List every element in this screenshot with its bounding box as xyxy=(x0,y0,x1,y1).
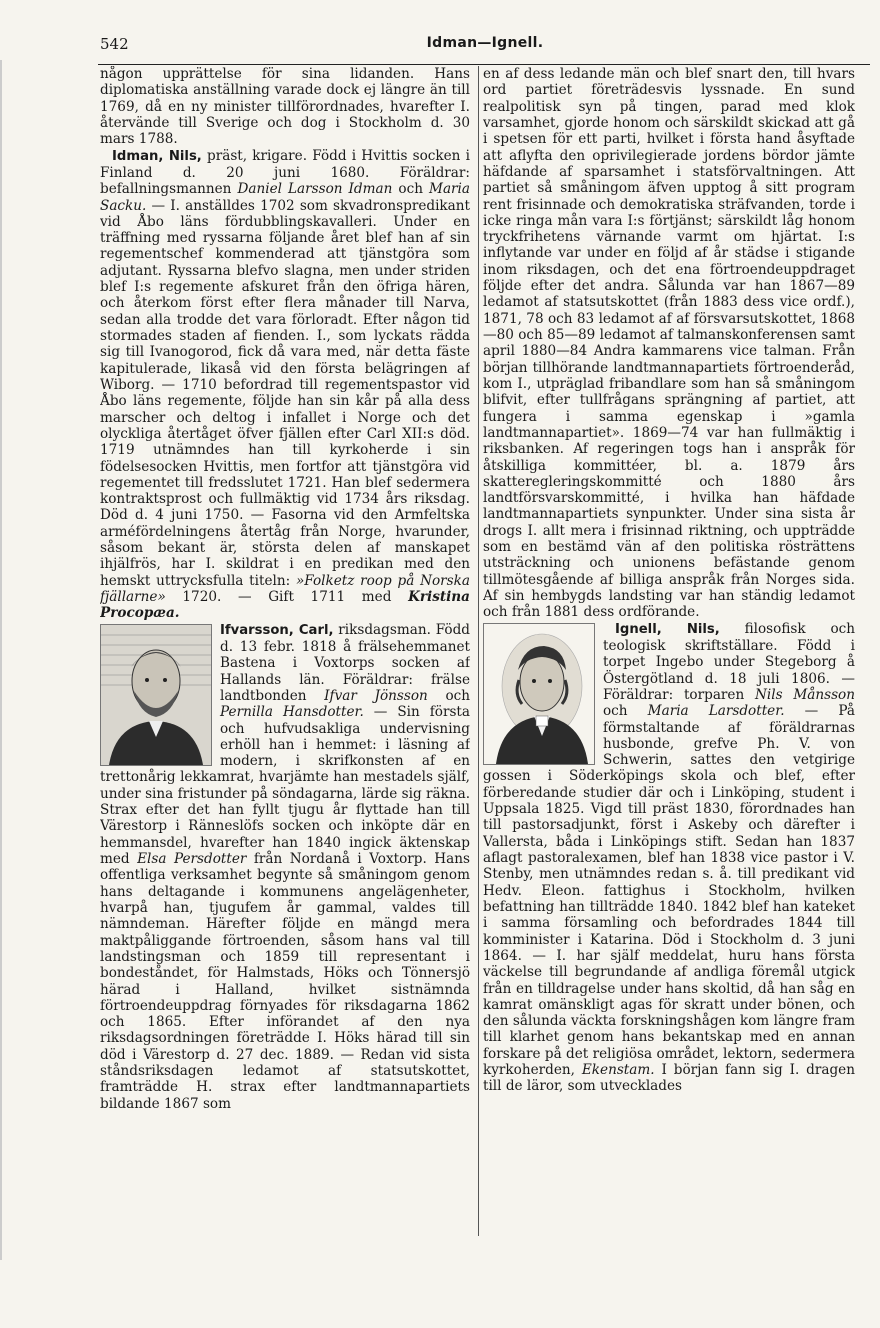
portrait-engraving-icon xyxy=(484,624,594,764)
portrait-ifvarsson xyxy=(100,624,212,766)
entry-ignell: Ignell, Nils, filosofisk och teologisk skriftställare. Född i torpet Ingebo under Stegeborg å Östergötland d. 18 juli 1806. — Föräldrar: torparen Nils Månsson och Maria Larsdotter. — På förmstaltande af föräldrarnas husbonde, grefve Ph. V. von Schwerin, sattes den vetgirige gossen i Söderköpings skola och blef, efter förberedande studier där och i Linköping, student i Uppsala 1825. Vigd till präst 1830, förordnades han till pastorsadjunkt, först i Askeby och därefter i Vallersta, båda i Linköpings stift. Sedan han 1837 aflagt pastoralexamen, blef han 1838 vice pastor i V. Stenby, men utnämndes redan s. å. till predikant vid Hedv. Eleon. fattighus i Stockholm, hvilken befattning han tillträdde 1840. 1842 blef han kateket i samma församling och befordrades 1844 till komminister i Katarina. Död i Stockholm d. 3 juni 1864. — I. har själf meddelat, huru hans första väckelse till begrundande af andliga föremål utgick från en tilldragelse under hans skoltid, då han såg en kamrat omänskligt agas för skratt under bönen, och den sålunda väckta forskningshågen kom längre fram till klarhet genom hans bekantskap med en annan forskare på det religiösa området, lektorn, sedermera kyrkoherden, Ekenstam. I början fann sig I. dragen till de läror, som utvecklades xyxy=(483,620,855,1095)
entry-ifvarsson: Ifvarsson, Carl, riksdagsman. Född d. 13 febr. 1818 å frälsehemmanet Bastena i Voxtorps socken af Hallands län. Föräldrar: frälse landtbonden Ifvar Jönsson och Pernilla Hansdotter. — Sin första och hufvudsakliga undervisning erhöll han i hemmet: i läsning af modern, i skrifkonsten af en trettonårig lekkamrat, hvarjämte han mestadels själf, under sina fristunder på söndagarna, lärde sig räkna. Strax efter det han fyllt tjugu år flyttade han till Värestorp i Ränneslöfs socken och inköpte där en hemmansdel, hvarefter han 1840 ingick äktenskap med Elsa Persdotter från Nordanå i Voxtorp. Hans offentliga verksamhet begynte så småningom genom hans deltagande i kommunens angelägenheter, hvarpå han, tjugufem år gammal, valdes till nämndeman. Härefter följde en mängd mera maktpåliggande förtroenden, såsom hans val till landstingsman och 1859 till representant i bondeståndet, för Halmstads, Höks och Tönnersjö härad i Halland, hvilket sistnämnda förtroendeuppdrag förnyades för riksdagarna 1862 och 1865. Efter införandet af den nya riksdagsordningen företrädde I. Höks härad till sin död i Värestorp d. 27 dec. 1889. — Redan vid sista ståndsriksdagen ledamot af statsutskottet, framträdde H. strax efter landtmannapartiets bildande 1867 som xyxy=(100,621,470,1112)
left-column xyxy=(100,66,470,1246)
paragraph-continued: någon upprättelse för sina lidanden. Hans diplomatiska anställning varade dock ej längre än till 1769, då en ny minister tillförordnades, hvarefter I. återvände till Sverige och dog i Stockholm d. 30 mars 1788. xyxy=(100,66,470,148)
headword-ignell: Ignell, Nils, xyxy=(615,621,720,637)
right-column xyxy=(483,66,855,1246)
header-rule xyxy=(98,64,870,65)
entry-idman: Idman, Nils, präst, krigare. Född i Hvittis socken i Finland d. 20 juni 1680. Föräldrar: befallningsmannen Daniel Larsson Idman och Maria Sacku. — I. anställdes 1702 som skvadronspredikant vid Åbo läns fördubblingskavalleri. Under en träffning med ryssarna följande året blef han af sin regementschef kommenderad att tjänstgöra som adjutant. Ryssarna blefvo slagna, men under striden blef I:s regemente afskuret från den öfriga hären, och återkom först efter flera månader till Narva, sedan alla trodde det vara förloradt. Efter någon tid stormades staden af fienden. I., som lyckats rädda sig till Ivanogorod, fick då vara med, när detta fäste kapitulerade, likaså vid den första belägringen af Wiborg. — 1710 befordrad till regementspastor vid Åbo läns regemente, följde han sin kår på alla dess marscher och deltog i infallet i Norge och det olyckliga återtåget öfver fjällen efter Carl XII:s död. 1719 utnämndes han till kyrkoherde i sin födelsesocken Hvittis, men fortfor att tjänstgöra vid regementet till fredsslutet 1721. Han blef sedermera kontraktsprost och fullmäktig vid 1734 års riksdag. Död d. 4 juni 1750. — Fasorna vid den Armfeltska arméfördelningens återtåg från Norge, hvarunder, såsom bekant är, största delen af manskapet ihjälfrös, har I. skildrat i en predikan med den hemskt uttrycksfulla titeln: »Folketz roop på Norska fjällarne» 1720. — Gift 1711 med Kristina Procopæa. xyxy=(100,147,470,622)
headword-idman: Idman, Nils, xyxy=(112,148,202,164)
page-header xyxy=(100,35,870,59)
headword-ifvarsson: Ifvarsson, Carl, xyxy=(220,622,334,638)
paragraph-continued-right: en af dess ledande män och blef snart den, till hvars ord partiet företrädesvis lyssnade. En sund realpolitisk syn på tingen, parad med klok varsamhet, gjorde honom och särskildt skickad att gå i spetsen för ett parti, hvilket i första hand åsyftade att aflyfta den oprivilegierade jordens bördor jämte häfdande af sparsamhet i statsförvaltningen. Att partiet så småningom äfven upptog å sitt program rent frisinnade och demokratiska sträfvanden, torde i icke ringa mån vara I:s förtjänst; särskildt låg honom tryckfrihetens värnande varmt om hjärtat. I:s inflytande var under en följd af år städse i stigande inom riksdagen, och det ena förtroendeuppdraget följde efter det andra. Sålunda var han 1867—89 ledamot af statsutskottet (från 1883 dess vice ordf.), 1871, 78 och 83 ledamot af af försvarsutskottet, 1868—80 och 85—89 ledamot af talmanskonferensen samt april 1880—84 Andra kammarens vice talman. Från början tillhörande landtmannapartiets förtroenderåd, kom I., utpräglad fribandlare som han så småningom blifvit, efter tullfrågans sprängning af partiet, att fungera i samma egenskap i »gamla landtmannapartiet». 1869—74 var han fullmäktig i riksbanken. Af regeringen togs han i anspråk för åtskilliga kommittéer, bl. a. 1879 års skatteregleringskommitté och 1880 års landtförsvarskommitté, i hvilka han häfdade landtmannapartiets synpunkter. Under sina sista år drogs I. allt mera i frisinnad riktning, och uppträdde som en bestämd vän af den politiska rösträttens utsträckning och unionens befästande genom tillmötesgående af billiga anspråk från Norges sida. Af sin hembygds landsting var han ständig ledamot och från 1881 dess ordförande. xyxy=(483,66,855,621)
scan-edge xyxy=(0,60,2,1260)
portrait-ignell xyxy=(483,623,595,765)
portrait-engraving-icon xyxy=(101,625,211,765)
page-number: 542 xyxy=(100,35,129,53)
running-head: Idman—Ignell. xyxy=(426,35,544,51)
column-divider xyxy=(478,66,479,1236)
